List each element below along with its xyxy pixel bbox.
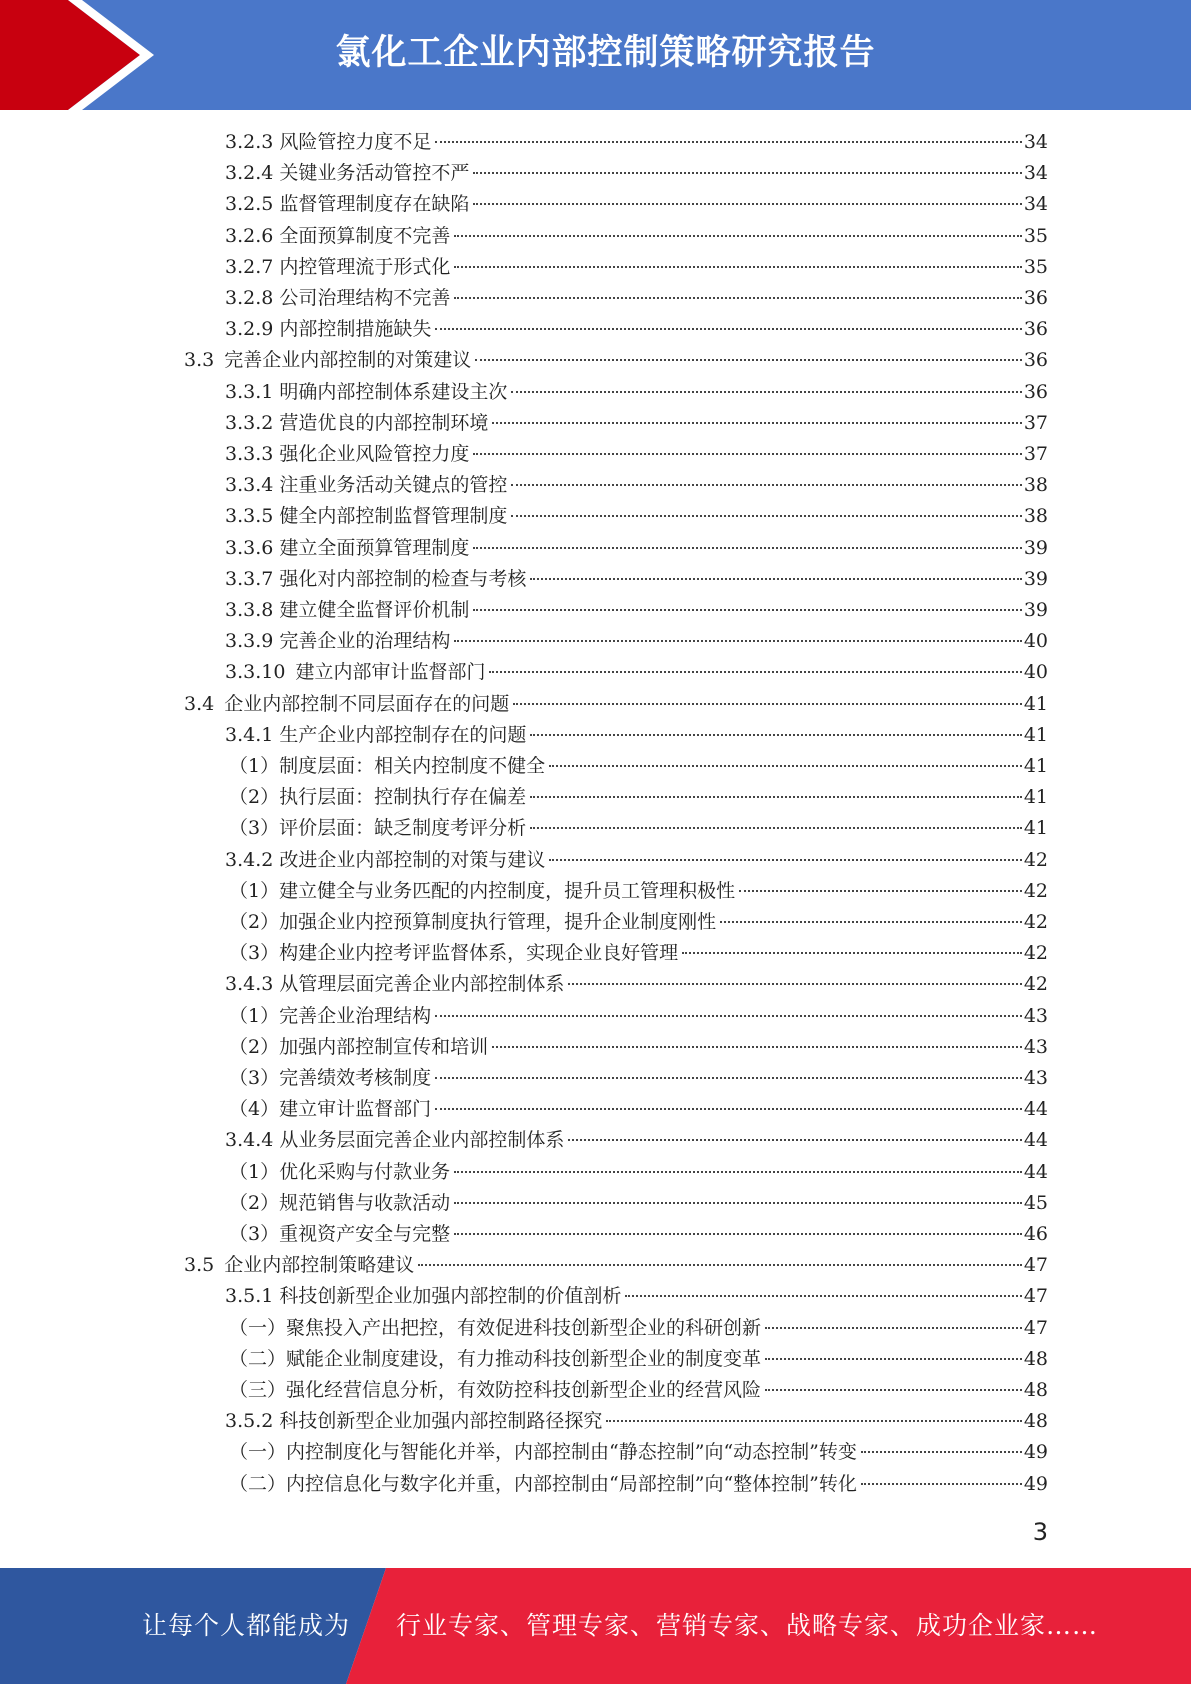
toc-dot-leader <box>765 1358 1022 1360</box>
toc-entry[interactable] <box>225 283 1048 314</box>
toc-dot-leader <box>473 547 1021 549</box>
toc-entry-title: 内控信息化与数字化并重，内部控制由“局部控制”向“整体控制”转化 <box>286 1472 857 1495</box>
toc-entry-page: 36 <box>1023 380 1048 403</box>
toc-entry-page: 38 <box>1023 474 1048 497</box>
toc-entry[interactable] <box>229 1375 1048 1406</box>
page-header <box>0 0 1191 110</box>
toc-entry[interactable] <box>225 377 1048 408</box>
toc-entry-number: 3.4.2 <box>225 848 274 871</box>
toc-entry-title: 注重业务活动关键点的管控 <box>279 474 508 497</box>
toc-dot-leader <box>454 235 1021 237</box>
toc-entry[interactable] <box>229 938 1048 969</box>
toc-entry[interactable] <box>184 689 1048 720</box>
toc-entry-title: 建立内部审计监督部门 <box>295 661 486 684</box>
toc-dot-leader <box>492 422 1021 424</box>
toc-entry-title: 企业内部控制策略建议 <box>224 1254 415 1277</box>
toc-dot-leader <box>492 1046 1022 1048</box>
toc-entry-page: 49 <box>1023 1441 1048 1464</box>
toc-entry-title: 完善绩效考核制度 <box>279 1067 432 1089</box>
toc-entry-page: 43 <box>1023 1004 1048 1027</box>
toc-entry[interactable] <box>225 470 1048 501</box>
toc-entry-page: 44 <box>1023 1129 1048 1152</box>
toc-entry-title: 从业务层面完善企业内部控制体系 <box>279 1129 565 1152</box>
toc-entry-title: 完善企业的治理结构 <box>279 630 451 653</box>
toc-entry-title: 公司治理结构不完善 <box>279 287 451 309</box>
toc-dot-leader <box>549 859 1021 861</box>
toc-entry-number: 3.2.3 <box>225 131 274 153</box>
toc-dot-leader <box>765 1327 1022 1329</box>
toc-entry[interactable] <box>225 564 1048 595</box>
toc-entry-number: 3.2.8 <box>225 287 274 309</box>
toc-entry[interactable] <box>225 189 1048 220</box>
toc-entry[interactable] <box>229 1157 1048 1188</box>
toc-dot-leader <box>606 1420 1021 1422</box>
toc-entry-number: 3.2.6 <box>225 224 274 247</box>
toc-entry-number: 3.3.7 <box>225 567 274 590</box>
toc-entry-page: 37 <box>1023 443 1048 465</box>
toc-entry[interactable] <box>229 1313 1048 1344</box>
toc-entry-title: 加强企业内控预算制度执行管理，提升企业制度刚性 <box>279 911 717 933</box>
toc-dot-leader <box>454 266 1021 268</box>
toc-entry[interactable] <box>225 845 1048 876</box>
toc-entry-page: 42 <box>1023 942 1048 965</box>
toc-entry-title: 完善企业内部控制的对策建议 <box>224 349 472 372</box>
toc-entry[interactable] <box>229 1032 1048 1063</box>
document-title: 氯化工企业内部控制策略研究报告 <box>335 33 876 73</box>
toc-entry-title: 完善企业治理结构 <box>279 1004 432 1027</box>
toc-entry[interactable] <box>225 501 1048 532</box>
page-number: 3 <box>1032 1518 1048 1546</box>
toc-entry[interactable] <box>225 1281 1048 1312</box>
toc-entry-number: （二） <box>229 1347 287 1370</box>
toc-entry-title: 优化采购与付款业务 <box>279 1160 451 1183</box>
toc-entry-page: 34 <box>1023 131 1048 153</box>
toc-entry[interactable] <box>229 1001 1048 1032</box>
toc-dot-leader <box>549 765 1022 767</box>
toc-entry-number: （2） <box>229 1191 280 1214</box>
toc-dot-leader <box>435 328 1021 330</box>
toc-dot-leader <box>475 359 1022 361</box>
toc-entry-page: 48 <box>1023 1379 1048 1401</box>
toc-dot-leader <box>511 391 1021 393</box>
toc-entry-page: 48 <box>1023 1410 1048 1433</box>
toc-entry-number: 3.3.4 <box>225 474 274 497</box>
toc-entry-page: 39 <box>1023 567 1048 590</box>
toc-entry-page: 43 <box>1023 1067 1048 1089</box>
toc-entry-title: 强化对内部控制的检查与考核 <box>279 567 527 590</box>
toc-entry-title: 内部控制措施缺失 <box>279 318 432 341</box>
toc-dot-leader <box>513 703 1022 705</box>
toc-dot-leader <box>739 890 1022 892</box>
toc-dot-leader <box>625 1295 1021 1297</box>
toc-dot-leader <box>530 578 1021 580</box>
toc-dot-leader <box>530 827 1022 829</box>
toc-entry[interactable] <box>229 1188 1048 1219</box>
toc-entry-page: 44 <box>1023 1160 1048 1183</box>
toc-entry-page: 47 <box>1023 1285 1048 1308</box>
toc-dot-leader <box>454 1202 1022 1204</box>
toc-entry[interactable] <box>229 876 1048 907</box>
toc-entry-title: 风险管控力度不足 <box>279 131 432 153</box>
toc-dot-leader <box>511 515 1021 517</box>
toc-entry-number: 3.2.4 <box>225 162 274 185</box>
toc-entry-number: 3.3.1 <box>225 380 274 403</box>
toc-entry-number: 3.3.10 <box>225 661 286 684</box>
toc-entry-number: 3.5 <box>184 1254 215 1277</box>
toc-entry-number: 3.5.1 <box>225 1285 274 1308</box>
toc-entry[interactable] <box>225 626 1048 657</box>
toc-entry-title: 建立审计监督部门 <box>279 1098 432 1121</box>
toc-entry-number: 3.4 <box>184 692 215 715</box>
toc-entry-page: 41 <box>1023 723 1048 746</box>
toc-dot-leader <box>530 796 1022 798</box>
toc-dot-leader <box>530 734 1021 736</box>
toc-entry-title: 执行层面：控制执行存在偏差 <box>279 786 527 809</box>
toc-entry[interactable] <box>225 533 1048 564</box>
toc-entry-page: 40 <box>1023 630 1048 653</box>
toc-entry-page: 36 <box>1023 287 1048 309</box>
toc-dot-leader <box>511 484 1021 486</box>
toc-entry[interactable] <box>229 1094 1048 1125</box>
toc-entry[interactable] <box>229 751 1048 782</box>
toc-entry[interactable] <box>229 1437 1048 1468</box>
toc-entry-page: 46 <box>1023 1223 1048 1245</box>
toc-entry[interactable] <box>225 1125 1048 1156</box>
toc-entry-title: 强化企业风险管控力度 <box>279 443 470 465</box>
toc-entry-number: 3.4.1 <box>225 723 274 746</box>
footer-slogan-right: 行业专家、管理专家、营销专家、战略专家、成功企业家…… <box>396 1611 1099 1640</box>
toc-entry-number: （3） <box>229 1067 280 1089</box>
toc-entry-number: 3.3.2 <box>225 411 274 434</box>
toc-entry[interactable] <box>229 813 1048 844</box>
toc-entry[interactable] <box>225 969 1048 1000</box>
toc-entry-number: 3.3.3 <box>225 443 274 465</box>
toc-entry[interactable] <box>229 907 1048 938</box>
toc-entry-number: （1） <box>229 755 280 777</box>
toc-entry-page: 34 <box>1023 162 1048 185</box>
toc-dot-leader <box>418 1264 1022 1266</box>
toc-dot-leader <box>435 1108 1022 1110</box>
toc-entry[interactable] <box>225 221 1048 252</box>
toc-entry[interactable] <box>225 595 1048 626</box>
toc-dot-leader <box>489 671 1021 673</box>
toc-entry-title: 加强内部控制宣传和培训 <box>279 1035 489 1058</box>
toc-entry-page: 37 <box>1023 411 1048 434</box>
toc-entry[interactable] <box>225 127 1048 158</box>
toc-dot-leader <box>568 1139 1021 1141</box>
toc-entry-number: 3.2.7 <box>225 255 274 278</box>
toc-entry-number: 3.5.2 <box>225 1410 274 1433</box>
toc-entry-title: 从管理层面完善企业内部控制体系 <box>279 973 565 996</box>
toc-entry-title: 改进企业内部控制的对策与建议 <box>279 848 546 871</box>
toc-entry-page: 48 <box>1023 1347 1048 1370</box>
toc-entry[interactable] <box>225 158 1048 189</box>
toc-dot-leader <box>765 1389 1022 1391</box>
toc-entry-title: 赋能企业制度建设，有力推动科技创新型企业的制度变革 <box>286 1347 762 1370</box>
toc-entry-title: 关键业务活动管控不严 <box>279 162 470 185</box>
toc-entry-page: 42 <box>1023 973 1048 996</box>
toc-entry-page: 40 <box>1023 661 1048 684</box>
toc-dot-leader <box>568 983 1021 985</box>
toc-entry-page: 38 <box>1023 505 1048 528</box>
toc-entry-number: （二） <box>229 1472 287 1495</box>
page-footer <box>0 1568 1191 1684</box>
toc-entry-page: 42 <box>1023 848 1048 871</box>
toc-dot-leader <box>454 1233 1022 1235</box>
toc-entry[interactable] <box>225 252 1048 283</box>
toc-entry-number: （3） <box>229 1223 280 1245</box>
toc-entry-page: 39 <box>1023 599 1048 621</box>
toc-entry-page: 42 <box>1023 911 1048 933</box>
toc-entry[interactable] <box>229 1344 1048 1375</box>
toc-entry-number: 3.3 <box>184 349 215 372</box>
toc-dot-leader <box>473 203 1021 205</box>
toc-entry-number: （3） <box>229 817 280 840</box>
toc-entry-title: 评价层面：缺乏制度考评分析 <box>279 817 527 840</box>
toc-entry[interactable] <box>225 314 1048 345</box>
toc-entry-title: 企业内部控制不同层面存在的问题 <box>224 692 510 715</box>
toc-entry-number: （3） <box>229 942 280 965</box>
toc-entry-page: 44 <box>1023 1098 1048 1121</box>
toc-entry-title: 规范销售与收款活动 <box>279 1191 451 1214</box>
toc-entry[interactable] <box>229 782 1048 813</box>
toc-entry-title: 明确内部控制体系建设主次 <box>279 380 508 403</box>
toc-entry-title: 生产企业内部控制存在的问题 <box>279 723 527 746</box>
toc-entry-title: 建立健全监督评价机制 <box>279 599 470 621</box>
toc-entry-page: 49 <box>1023 1472 1048 1495</box>
toc-entry-title: 重视资产安全与完整 <box>279 1223 451 1245</box>
toc-entry[interactable] <box>225 657 1048 688</box>
toc-dot-leader <box>473 453 1021 455</box>
toc-entry-page: 41 <box>1023 692 1048 715</box>
toc-entry[interactable] <box>184 345 1048 376</box>
toc-entry-page: 36 <box>1023 349 1048 372</box>
toc-entry-page: 36 <box>1023 318 1048 341</box>
toc-entry-number: （4） <box>229 1098 280 1121</box>
toc-entry-number: 3.4.3 <box>225 973 274 996</box>
toc-entry-number: 3.2.9 <box>225 318 274 341</box>
toc-entry-title: 全面预算制度不完善 <box>279 224 451 247</box>
toc-entry-page: 39 <box>1023 536 1048 559</box>
toc-entry-number: （一） <box>229 1441 287 1464</box>
toc-dot-leader <box>435 141 1021 143</box>
toc-entry-title: 内控管理流于形式化 <box>279 255 451 278</box>
toc-entry-title: 聚焦投入产出把控，有效促进科技创新型企业的科研创新 <box>286 1316 762 1339</box>
toc-dot-leader <box>454 1171 1022 1173</box>
toc-dot-leader <box>454 297 1021 299</box>
toc-entry[interactable] <box>225 720 1048 751</box>
toc-entry[interactable] <box>229 1063 1048 1094</box>
toc-dot-leader <box>454 640 1021 642</box>
toc-entry[interactable] <box>229 1469 1048 1500</box>
toc-entry-page: 41 <box>1023 755 1048 777</box>
toc-dot-leader <box>720 921 1022 923</box>
toc-entry[interactable] <box>225 439 1048 470</box>
toc-entry-title: 内控制度化与智能化并举，内部控制由“静态控制”向“动态控制”转变 <box>286 1441 857 1464</box>
toc-entry-number: （三） <box>229 1379 287 1401</box>
toc-entry-page: 45 <box>1023 1191 1048 1214</box>
toc-entry-page: 35 <box>1023 255 1048 278</box>
toc-entry-title: 构建企业内控考评监督体系，实现企业良好管理 <box>279 942 679 965</box>
toc-entry-page: 43 <box>1023 1035 1048 1058</box>
toc-dot-leader <box>861 1483 1022 1485</box>
toc-entry-number: 3.3.6 <box>225 536 274 559</box>
toc-entry-number: （1） <box>229 879 280 902</box>
toc-dot-leader <box>435 1077 1022 1079</box>
toc-entry-title: 建立全面预算管理制度 <box>279 536 470 559</box>
toc-entry-page: 41 <box>1023 786 1048 809</box>
toc-entry-page: 42 <box>1023 879 1048 902</box>
toc-entry-page: 41 <box>1023 817 1048 840</box>
toc-entry-number: 3.3.9 <box>225 630 274 653</box>
toc-entry-title: 制度层面：相关内控制度不健全 <box>279 755 546 777</box>
toc-entry-title: 科技创新型企业加强内部控制的价值剖析 <box>279 1285 622 1308</box>
toc-entry-page: 47 <box>1023 1316 1048 1339</box>
toc-dot-leader <box>473 172 1021 174</box>
toc-entry-title: 监督管理制度存在缺陷 <box>279 193 470 216</box>
toc-entry-number: 3.4.4 <box>225 1129 274 1152</box>
toc-entry-page: 34 <box>1023 193 1048 216</box>
toc-entry-number: 3.3.5 <box>225 505 274 528</box>
toc-dot-leader <box>861 1451 1022 1453</box>
toc-entry-number: （一） <box>229 1316 287 1339</box>
toc-entry[interactable] <box>229 1219 1048 1250</box>
toc-entry-number: 3.3.8 <box>225 599 274 621</box>
toc-entry[interactable] <box>184 1250 1048 1281</box>
toc-entry-number: （1） <box>229 1160 280 1183</box>
toc-dot-leader <box>435 1015 1022 1017</box>
toc-entry-title: 科技创新型企业加强内部控制路径探究 <box>279 1410 603 1433</box>
toc-dot-leader <box>682 952 1022 954</box>
toc-entry-title: 营造优良的内部控制环境 <box>279 411 489 434</box>
toc-entry-title: 强化经营信息分析，有效防控科技创新型企业的经营风险 <box>286 1379 762 1401</box>
toc-entry-title: 建立健全与业务匹配的内控制度，提升员工管理积极性 <box>279 879 736 902</box>
toc-dot-leader <box>473 609 1021 611</box>
toc-entry-number: （2） <box>229 911 280 933</box>
toc-entry-number: 3.2.5 <box>225 193 274 216</box>
toc-entry[interactable] <box>225 408 1048 439</box>
toc-entry-number: （2） <box>229 786 280 809</box>
footer-slogan-left: 让每个人都能成为 <box>142 1611 351 1640</box>
toc-entry[interactable] <box>225 1406 1048 1437</box>
toc-entry-page: 35 <box>1023 224 1048 247</box>
toc-entry-number: （1） <box>229 1004 280 1027</box>
toc-entry-page: 47 <box>1023 1254 1048 1277</box>
toc-entry-number: （2） <box>229 1035 280 1058</box>
toc-entry-title: 健全内部控制监督管理制度 <box>279 505 508 528</box>
